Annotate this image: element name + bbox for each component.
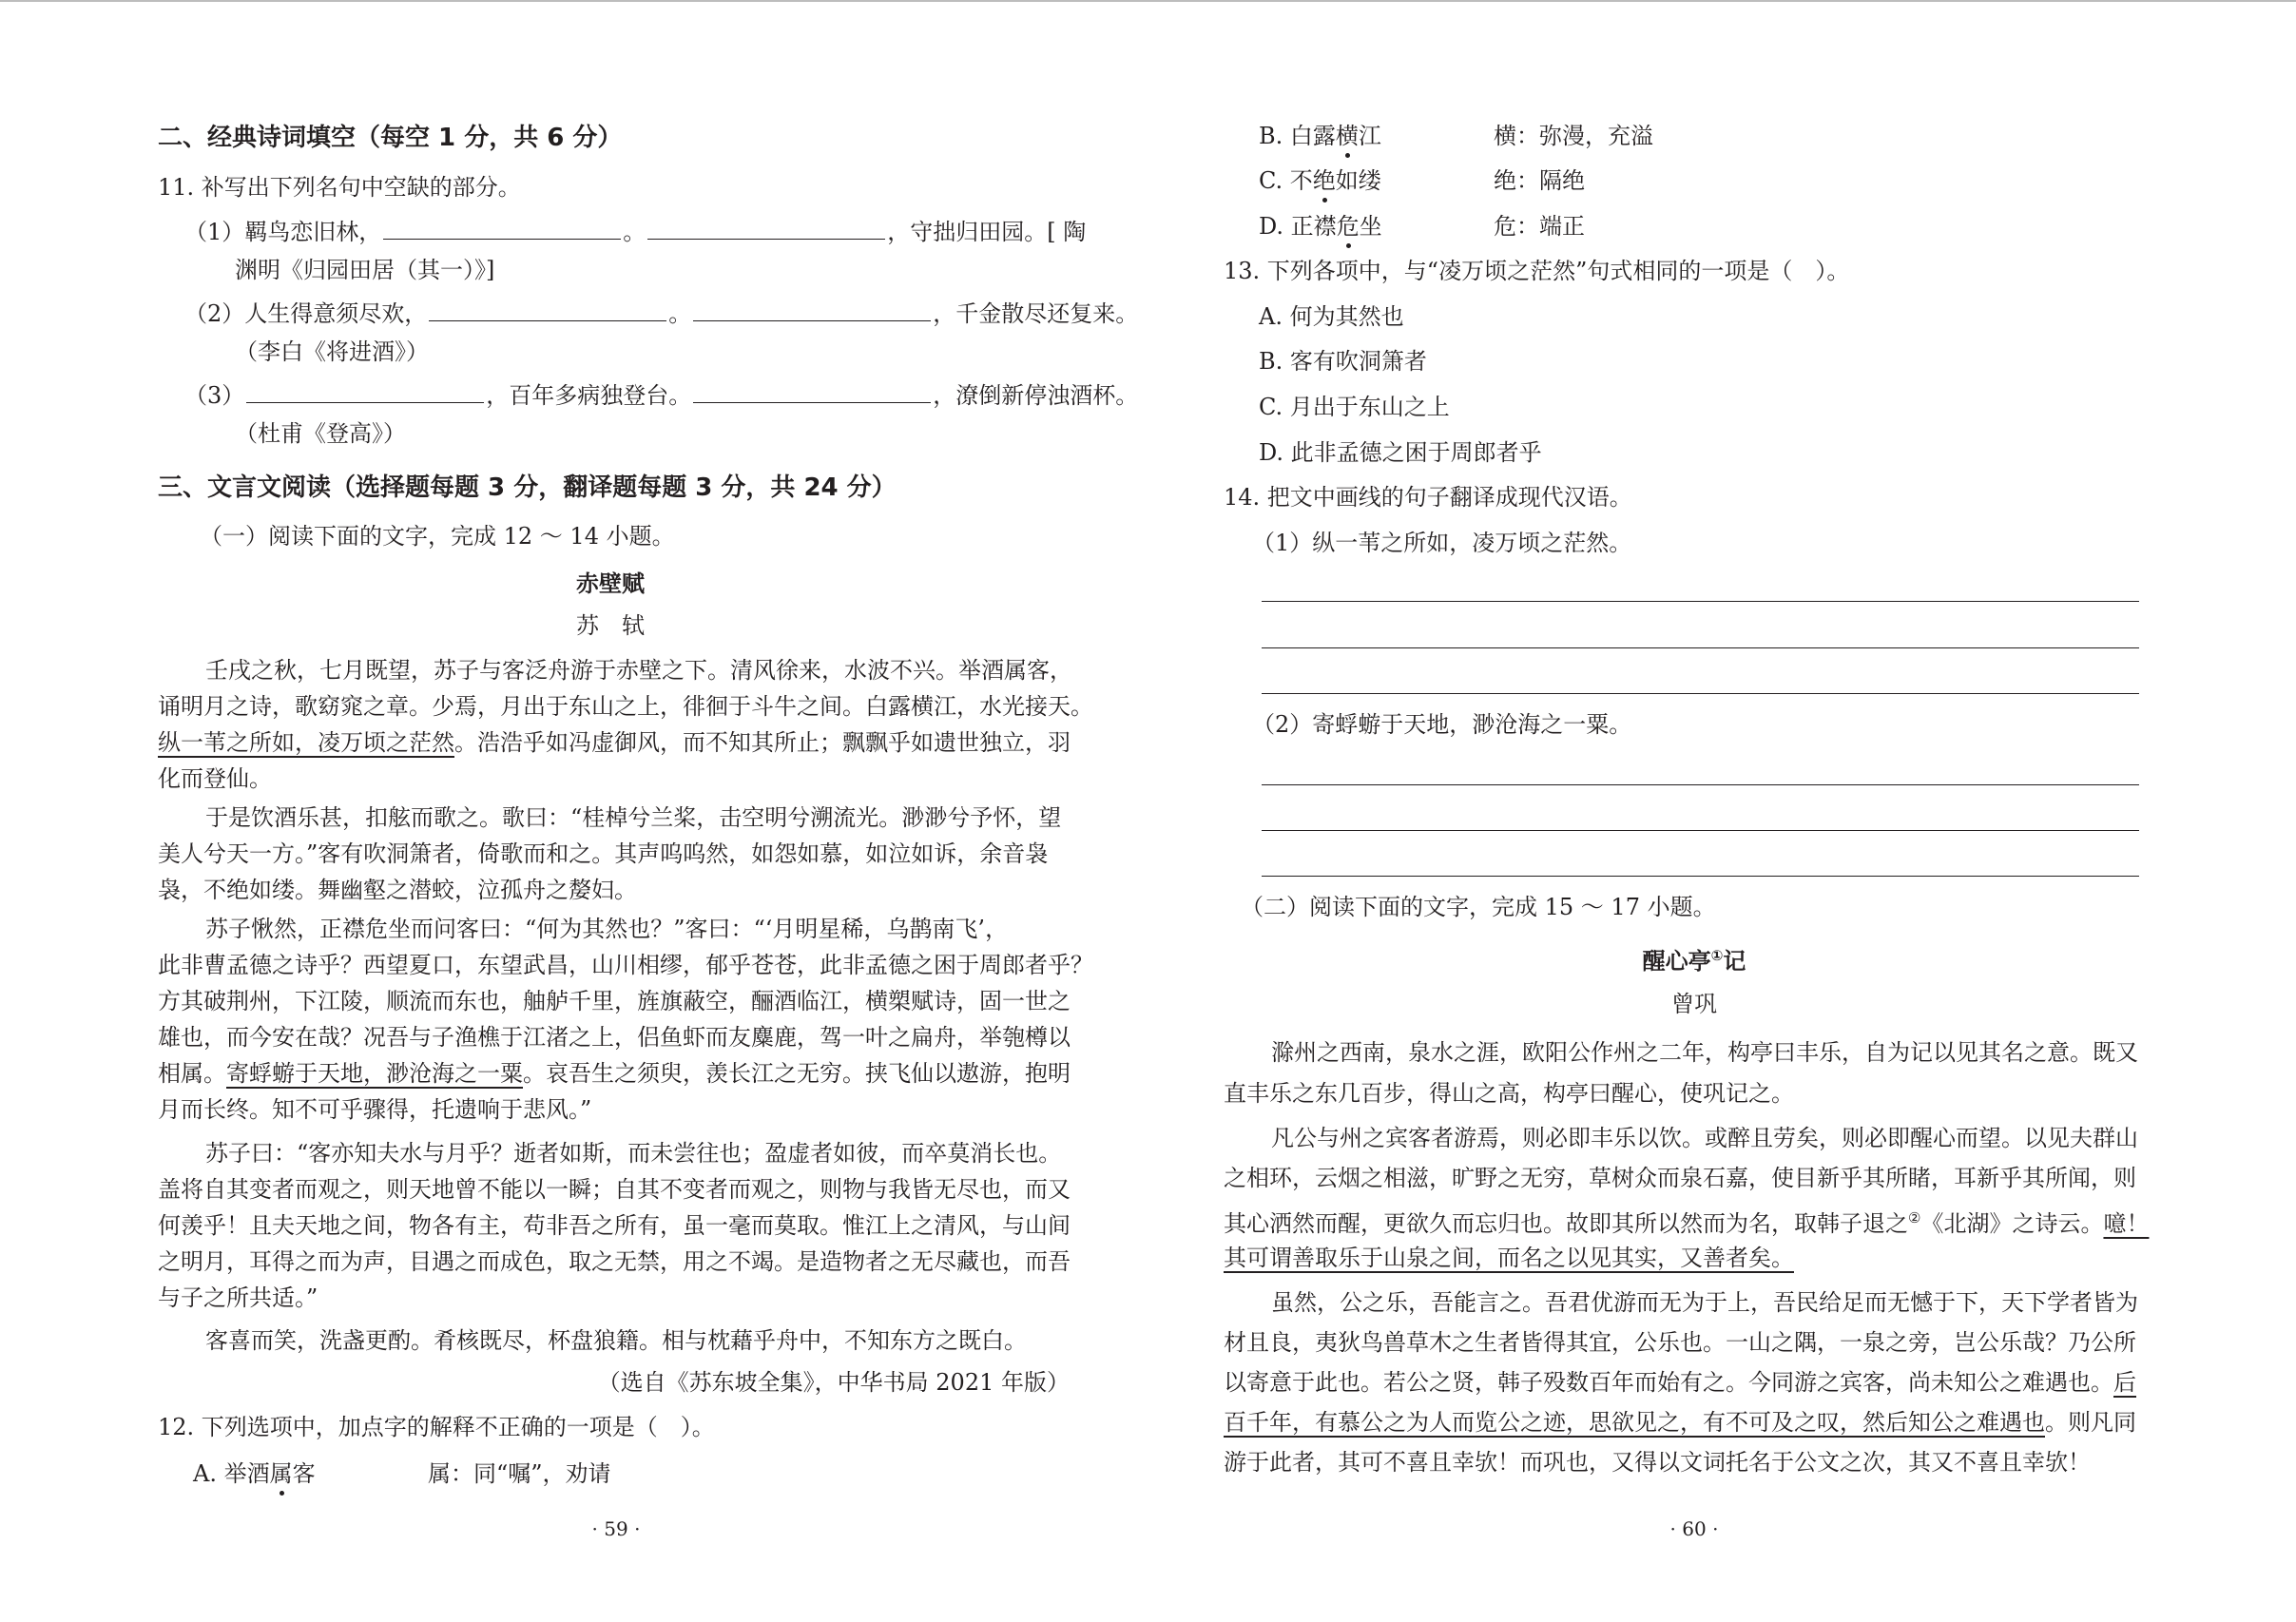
passage-line: 凡公与州之宾客者游焉，则必即丰乐以饮。或醉且劳矣，则必即醒心而望。以见夫群山: [1271, 1125, 2138, 1151]
q14-item-1: （1）纵一苇之所如，凌万顷之茫然。: [1252, 530, 1632, 556]
q14-item-2: （2）寄蜉蝣于天地，渺沧海之一粟。: [1252, 711, 1632, 738]
dotted-char: 绝: [1312, 167, 1336, 194]
passage-source: （选自《苏东坡全集》，中华书局 2021 年版）: [597, 1369, 1070, 1396]
q12-option-a-explanation: 属：同“嘱”，劝请: [428, 1460, 611, 1487]
part-1-intro: （一）阅读下面的文字，完成 12 ～ 14 小题。: [200, 523, 675, 550]
underlined-sentence: 寄蜉蝣于天地，渺沧海之一粟: [226, 1060, 523, 1087]
passage-line: 苏子曰：“客亦知夫水与月乎？逝者如斯，而未尝往也；盈虚者如彼，而卒莫消长也。: [205, 1140, 1062, 1167]
passage-line: 袅，不绝如缕。舞幽壑之潜蛟，泣孤舟之嫠妇。: [158, 877, 637, 903]
answer-line[interactable]: [1262, 830, 2139, 831]
underlined-sentence: 后: [2113, 1369, 2136, 1396]
question-14: 14. 把文中画线的句子翻译成现代汉语。: [1224, 484, 1632, 511]
q13-option-c[interactable]: C. 月出于东山之上: [1259, 394, 1450, 420]
answer-blank[interactable]: [429, 298, 666, 321]
passage-2-author: 曾巩: [1671, 991, 1717, 1017]
question-11: 11. 补写出下列名句中空缺的部分。: [158, 174, 521, 201]
q13-option-d[interactable]: D. 此非孟德之困于周郎者乎: [1259, 439, 1542, 466]
answer-line[interactable]: [1262, 693, 2139, 694]
passage-line: 相属。寄蜉蝣于天地，渺沧海之一粟。哀吾生之须臾，羡长江之无穷。挟飞仙以遨游，抱明: [158, 1060, 1071, 1087]
right-page: [1148, 0, 2288, 1622]
underlined-sentence: 百千年，有慕公之为人而览公之迹，思欲见之，有不可及之叹，然后知公之难遇也: [1224, 1409, 2045, 1436]
passage-line: 游于此者，其可不喜且幸欤！而巩也，又得以文词托名于公文之次，其又不喜且幸欤！: [1224, 1449, 2091, 1476]
q13-option-b[interactable]: B. 客有吹洞箫者: [1259, 348, 1427, 375]
dotted-char: 横: [1335, 123, 1359, 149]
q11-item-1-source: 渊明《归园田居（其一）》]: [235, 257, 495, 283]
q12-option-a[interactable]: A. 举酒属客: [193, 1460, 316, 1487]
underlined-sentence: 其可谓善取乐于山泉之间，而名之以见其实，又善者矣。: [1224, 1245, 1794, 1271]
passage-line: 以寄意于此也。若公之贤，韩子殁数百年而始有之。今同游之宾客，尚未知公之难遇也。后: [1224, 1369, 2136, 1396]
passage-line: 化而登仙。: [158, 765, 272, 792]
passage-line: 其心洒然而醒，更欲久而忘归也。故即其所以然而为名，取韩子退之②《北湖》之诗云。噫！: [1224, 1209, 2150, 1237]
q11-item-1: （1）羁鸟恋旧林， 。 ，守拙归田园。[ 陶: [184, 216, 1086, 248]
q11-item-2-source: （李白《将进酒》）: [235, 338, 429, 365]
answer-line[interactable]: [1262, 601, 2139, 602]
passage-line: 壬戌之秋，七月既望，苏子与客泛舟游于赤壁之下。清风徐来，水波不兴。举酒属客，: [205, 657, 1072, 684]
section-3-heading: 三、文言文阅读（选择题每题 3 分，翻译题每题 3 分，共 24 分）: [158, 473, 897, 502]
passage-line: 滁州之西南，泉水之涯，欧阳公作州之二年，构亭曰丰乐，自为记以见其名之意。既又: [1271, 1039, 2138, 1066]
passage-line: 之明月，耳得之而为声，目遇之而成色，取之无禁，用之不竭。是造物者之无尽藏也，而吾: [158, 1248, 1071, 1275]
passage-line: 与子之所共适。”: [158, 1284, 318, 1311]
page-number: · 60 ·: [1669, 1517, 1719, 1540]
answer-blank[interactable]: [693, 298, 931, 321]
answer-line[interactable]: [1262, 784, 2139, 785]
underlined-sentence: 纵一苇之所如，凌万顷之茫然: [158, 729, 454, 756]
passage-line: 苏子愀然，正襟危坐而问客曰：“何为其然也？”客曰：“‘月明星稀，乌鹊南飞’，: [205, 916, 1009, 942]
answer-line[interactable]: [1262, 647, 2139, 648]
passage-line: 雄也，而今安在哉？况吾与子渔樵于江渚之上，侣鱼虾而友麋鹿，驾一叶之扁舟，举匏樽以: [158, 1024, 1071, 1051]
passage-line: 于是饮酒乐甚，扣舷而歌之。歌曰：“桂棹兮兰桨，击空明兮溯流光。渺渺兮予怀，望: [205, 804, 1062, 831]
q12-option-b-explanation: 横：弥漫，充溢: [1494, 123, 1653, 149]
passage-line: 此非曹孟德之诗乎？西望夏口，东望武昌，山川相缪，郁乎苍苍，此非孟德之困于周郎者乎？: [158, 952, 1093, 978]
passage-line: 诵明月之诗，歌窈窕之章。少焉，月出于东山之上，徘徊于斗牛之间。白露横江，水光接天。: [158, 693, 1093, 720]
passage-title: 赤壁赋: [576, 570, 645, 597]
left-page: [0, 0, 1141, 1622]
question-13: 13. 下列各项中，与“凌万顷之茫然”句式相同的一项是（ ）。: [1224, 258, 1850, 284]
passage-line: 美人兮天一方。”客有吹洞箫者，倚歌而和之。其声呜呜然，如怨如慕，如泣如诉，余音袅: [158, 840, 1049, 867]
answer-blank[interactable]: [647, 216, 885, 240]
passage-author: 苏 轼: [576, 612, 645, 639]
passage-line: 盖将自其变者而观之，则天地曾不能以一瞬；自其不变者而观之，则物与我皆无尽也，而又: [158, 1176, 1071, 1203]
passage-line: 何羡乎！且夫天地之间，物各有主，苟非吾之所有，虽一毫而莫取。惟江上之清风，与山间: [158, 1212, 1071, 1239]
footnote-marker: ①: [1710, 947, 1724, 964]
underlined-sentence: 噫！: [2103, 1210, 2150, 1237]
passage-line: 月而长终。知不可乎骤得，托遗响于悲风。”: [158, 1096, 592, 1123]
passage-line: 直丰乐之东几百步，得山之高，构亭曰醒心，使巩记之。: [1224, 1080, 1794, 1107]
dotted-char: 属: [269, 1460, 293, 1487]
section-2-heading: 二、经典诗词填空（每空 1 分，共 6 分）: [158, 124, 623, 152]
q13-option-a[interactable]: A. 何为其然也: [1259, 303, 1404, 330]
answer-blank[interactable]: [693, 379, 931, 403]
question-12: 12. 下列选项中，加点字的解释不正确的一项是（ ）。: [158, 1414, 715, 1440]
q12-option-b[interactable]: B. 白露横江: [1259, 123, 1381, 149]
passage-line: 材且良，夷狄鸟兽草木之生者皆得其宜，公乐也。一山之隅，一泉之旁，岂公乐哉？乃公所: [1224, 1329, 2136, 1356]
part-2-intro: （二）阅读下面的文字，完成 15 ～ 17 小题。: [1241, 894, 1716, 920]
answer-blank[interactable]: [246, 379, 484, 403]
answer-blank[interactable]: [383, 216, 621, 240]
answer-line[interactable]: [1262, 876, 2139, 877]
passage-line: [1224, 1242, 1794, 1274]
q12-option-d[interactable]: D. 正襟危坐: [1259, 213, 1382, 240]
passage-line: 纵一苇之所如，凌万顷之茫然。浩浩乎如冯虚御风，而不知其所止；飘飘乎如遗世独立，羽: [158, 729, 1071, 756]
passage-line: 客喜而笑，洗盏更酌。肴核既尽，杯盘狼籍。相与枕藉乎舟中，不知东方之既白。: [205, 1327, 1027, 1354]
passage-2-title: 醒心亭①记: [1642, 947, 1746, 975]
page-number: · 59 ·: [591, 1517, 641, 1540]
footnote-marker: ②: [1908, 1209, 1921, 1226]
q11-item-2: （2）人生得意须尽欢， 。 ，千金散尽还复来。: [184, 298, 1138, 330]
passage-line: 方其破荆州，下江陵，顺流而东也，舳舻千里，旌旗蔽空，酾酒临江，横槊赋诗，固一世之: [158, 988, 1071, 1014]
q12-option-c[interactable]: C. 不绝如缕: [1259, 167, 1381, 194]
passage-line: 虽然，公之乐，吾能言之。吾君优游而无为于上，吾民给足而无憾于下，天下学者皆为: [1271, 1289, 2138, 1316]
passage-line: 之相环，云烟之相滋，旷野之无穷，草树众而泉石嘉，使目新乎其所睹，耳新乎其所闻，则: [1224, 1165, 2136, 1191]
q11-item-3: （3） ，百年多病独登台。 ，潦倒新停浊酒杯。: [184, 379, 1138, 412]
q12-option-d-explanation: 危：端正: [1494, 213, 1585, 240]
q11-item-3-source: （杜甫《登高》）: [235, 420, 406, 447]
q12-option-c-explanation: 绝：隔绝: [1494, 167, 1585, 194]
dotted-char: 危: [1336, 213, 1360, 240]
passage-line: 百千年，有慕公之为人而览公之迹，思欲见之，有不可及之叹，然后知公之难遇也。则凡同: [1224, 1409, 2136, 1436]
